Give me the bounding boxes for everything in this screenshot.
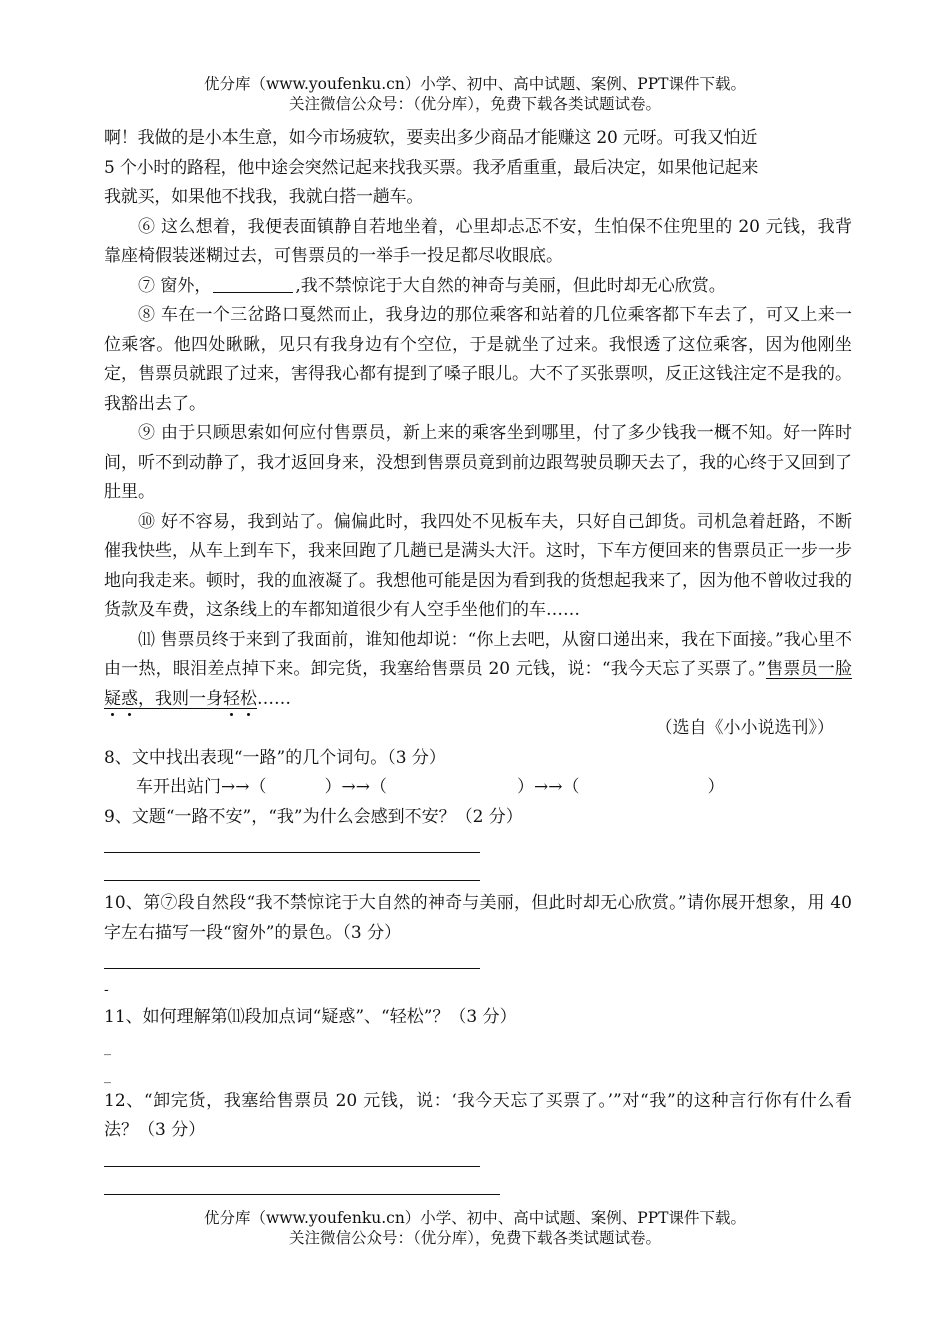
question-11: 11、如何理解第⑾段加点词“疑惑”、“轻松”？（3 分） (104, 1007, 517, 1027)
window-scene-blank (213, 274, 293, 293)
footer-line-1: 优分库（www.youfenku.cn）小学、初中、高中试题、案例、PPT课件下载。 (203, 1209, 747, 1227)
question-8-answer-chain (104, 773, 852, 803)
chain-mid-2: ）→→（ (517, 777, 580, 797)
underlined-part-2: ，我则一身 (138, 688, 223, 709)
answer-line-q12-2[interactable] (104, 1194, 500, 1195)
dotted-char-song: 松 (240, 688, 257, 709)
page-footer (0, 1208, 950, 1248)
paragraph-7-end: ,我不禁惊诧于大自然的神奇与美丽，但此时却无心欣赏。 (295, 275, 726, 296)
paragraph-11-ellipsis: …… (257, 688, 291, 709)
chain-end: ） (707, 777, 725, 797)
paragraph-11-text: ⑾ 售票员终于来到了我面前，谁知他却说：“你上去吧，从窗口递出来，我在下面接。”我心里不由一热，眼泪差点掉下来。卸完货，我塞给售票员 20 元钱，说：“我今天忘了买票了。” (104, 629, 852, 679)
paragraph-10: ⑩ 好不容易，我到站了。偏偏此时，我四处不见板车夫，只好自己卸货。司机急着赶路，不断催我快些，从车上到车下，我来回跑了几趟已是满头大汗。这时，下车方便回来的售票员正一步一步地向我走来。顿时，我的血液凝了。我想他可能是因为看到我的货想起我来了，因为他不曾收过我的货款及车费，这条线上的车都知道很少有人空手坐他们的车…… (104, 511, 852, 620)
chain-mid-1: ）→→（ (324, 777, 387, 797)
paragraph-7-start: ⑦ 窗外， (138, 275, 212, 296)
paragraph-5-continued-line-3: 我就买，如果他不找我，我就白搭一趟车。 (104, 187, 424, 207)
question-8: 8、文中找出表现“一路”的几个词句。（3 分） (104, 747, 446, 768)
question-10: 10、第⑦段自然段“我不禁惊诧于大自然的神奇与美丽，但此时却无心欣赏。”请你展开想象，用 40 字左右描写一段“窗外”的景色。（3 分） (104, 893, 852, 943)
question-12: 12、“卸完货，我塞给售票员 20 元钱，说：‘我今天忘了买票了。’”对“我”的这种言行你有什么看法？（3 分） (104, 1090, 852, 1140)
header-line-2: 关注微信公众号：（优分库），免费下载各类试题试卷。 (288, 95, 661, 113)
footer-line-2: 关注微信公众号：（优分库），免费下载各类试题试卷。 (288, 1229, 661, 1247)
paragraph-6: ⑥ 这么想着，我便表面镇静自若地坐着，心里却忐忑不安，生怕保不住兜里的 20 元钱，我背靠座椅假装迷糊过去，可售票员的一举手一投足都尽收眼底。 (104, 216, 852, 266)
source-citation: （选自《小小说选刊》） (655, 718, 834, 738)
dotted-char-qing: 轻 (223, 688, 240, 709)
chain-start: 车开出站门→→（ (136, 777, 267, 797)
paragraph-5-continued-line-2: 5 个小时的路程，他中途会突然记起来找我买票。我矛盾重重，最后决定，如果他记起来 (104, 157, 759, 178)
paragraph-8: ⑧ 车在一个三岔路口戛然而止，我身边的那位乘客和站着的几位乘客都下车去了，可又上来一位乘客。他四处瞅瞅，见只有我身边有个空位，于是就坐了过来。我恨透了这位乘客，因为他刚坐定，售票员就跟了过来，害得我心都有提到了嗓子眼儿。大不了买张票呗，反正这钱注定不是我的。我豁出去了。 (104, 305, 852, 414)
question-9: 9、文题“一路不安”，“我”为什么会感到不安？（2 分） (104, 806, 523, 827)
answer-mark-q11-2: _ (104, 1067, 111, 1084)
page-header (0, 74, 950, 114)
paragraph-9: ⑨ 由于只顾思索如何应付售票员，新上来的乘客坐到哪里，付了多少钱我一概不知。好一阵时间，听不到动静了，我才返回身来，没想到售票员竟到前边跟驾驶员聊天去了，我的心终于又回到了肚里。 (104, 423, 852, 502)
paragraph-7 (104, 272, 852, 302)
answer-mark-q11-1: _ (104, 1039, 111, 1056)
dotted-char-huo: 惑 (121, 688, 138, 709)
underlined-part-1: 售票员一脸 (765, 659, 853, 679)
paragraph-11 (104, 626, 852, 715)
paragraph-5-continued-line-1: 啊！我做的是小本生意，如今市场疲软，要卖出多少商品才能赚这 20 元呀。可我又怕近 (104, 128, 758, 148)
answer-mark-q10: - (104, 982, 109, 998)
document-body (104, 124, 852, 1195)
header-line-1: 优分库（www.youfenku.cn）小学、初中、高中试题、案例、PPT课件下载。 (203, 75, 747, 93)
dotted-char-yi: 疑 (104, 688, 121, 709)
